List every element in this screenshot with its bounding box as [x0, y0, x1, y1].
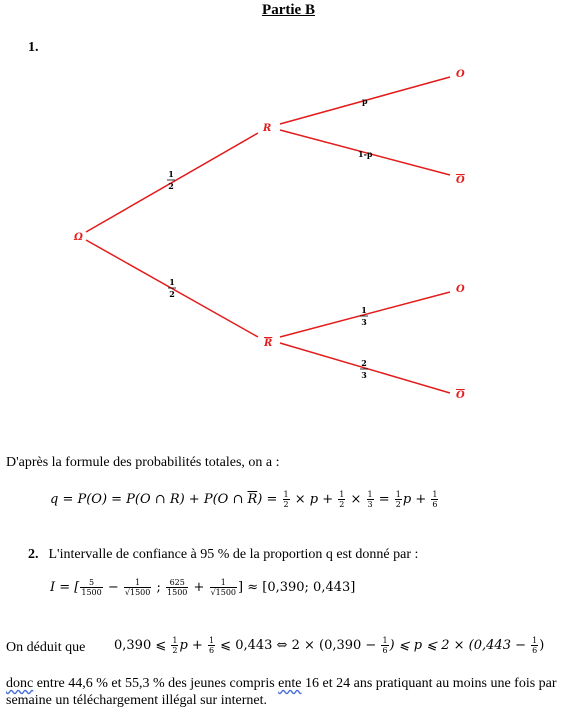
conclusion-line-1: donc entre 44,6 % et 55,3 % des jeunes compris ente 16 et 24 ans pratiquant au moins une fois par — [6, 676, 557, 691]
edge-label-Rbar-Obar-num: 2 — [361, 358, 367, 368]
formula-q: q = P(O) = P(O ∩ R) + P(O ∩ $\overline{R}$) = $\frac{1}{2}$ × p + $\frac{1}{2}$ × $\frac{1}{3}$ = $\frac{1}{2}$ p + $\frac{1}{6}$ — [50, 490, 438, 509]
section-title: Partie B — [262, 2, 315, 18]
question-2-text: L'intervalle de confiance à 95 % de la proportion q est donné par : — [48, 547, 419, 562]
branch-Rbar-Obar — [280, 343, 450, 393]
question-1-number: 1. — [28, 40, 39, 55]
node-root: Ω — [74, 232, 83, 243]
formula-inequality: 0,390 ⩽ $\frac{1}{2}$ p + $\frac{1}{6}$ ⩽ 0,443 ⇔ 2 × (0,390 − $\frac{1}{6}$ ) ⩽ p ⩽ 2 × (0,443 − $\frac{1}{6}$ ) — [114, 636, 545, 655]
conclusion-line-2: semaine un téléchargement illégal sur internet. — [6, 693, 267, 708]
edge-label-Rbar-Obar-den: 3 — [361, 370, 367, 380]
edge-label-root-Rbar-num: 1 — [169, 277, 175, 287]
edge-label-root-Rbar-den: 2 — [169, 289, 175, 299]
leaf-O-lower: O — [456, 284, 465, 295]
deduce-label: On déduit que — [6, 640, 86, 655]
edge-label-Rbar-O-num: 1 — [361, 305, 367, 315]
intro-text: D'après la formule des probabilités totales, on a : — [6, 455, 280, 470]
edge-label-root-R-den: 2 — [168, 181, 174, 191]
edge-label-Rbar-O-den: 3 — [361, 317, 367, 327]
edge-label-root-R-num: 1 — [168, 169, 174, 179]
question-2-number: 2. — [28, 547, 39, 562]
node-Rbar: R — [264, 338, 273, 349]
leaf-O-upper: O — [456, 69, 465, 80]
leaf-Obar-lower: O — [456, 390, 465, 401]
formula-interval: I = [ $\frac{5}{1500}$ − $\frac{1}{√1500}$ ; $\frac{625}{1500}$ + $\frac{1}{√1500}$ ] ≈ [0,390; 0,443] — [50, 578, 356, 597]
edge-label-R-Obar: 1-p — [358, 149, 373, 159]
edge-label-R-O: p — [362, 96, 368, 106]
leaf-Obar-upper: O — [456, 175, 465, 186]
node-R: R — [263, 123, 272, 134]
question-2 — [28, 545, 418, 563]
